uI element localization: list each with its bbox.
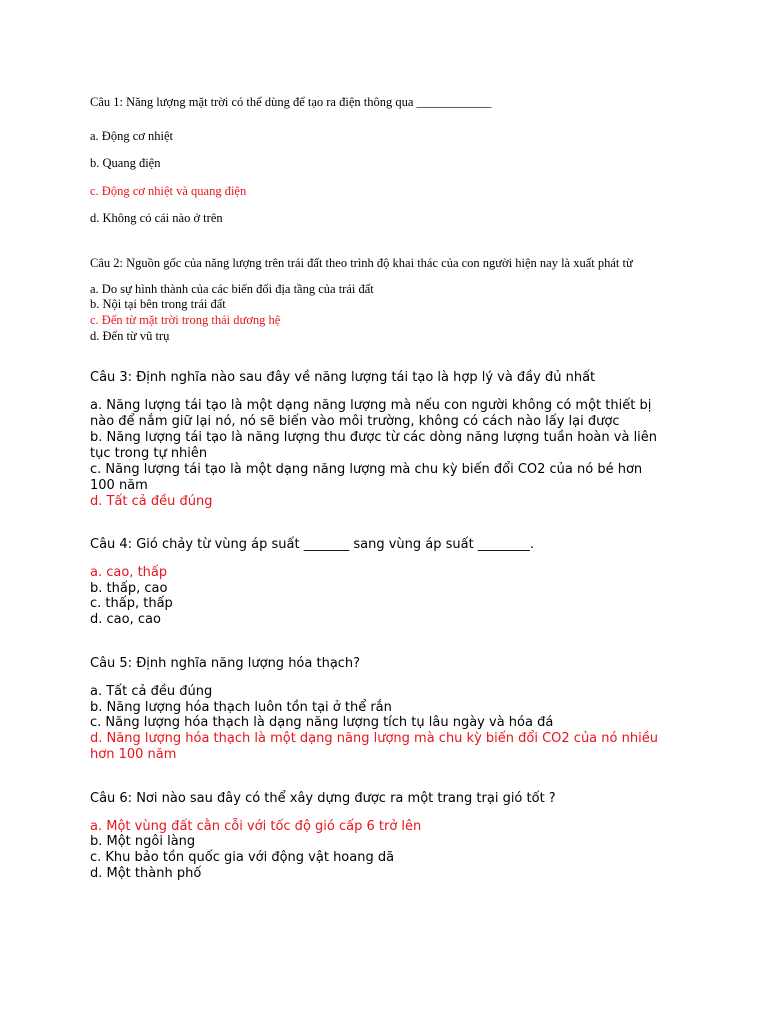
q3-option-a-line1: a. Năng lượng tái tạo là một dạng năng lượng mà nếu con người không có một thiết bị: [90, 398, 652, 413]
q2-option-b: b. Nội tại bên trong trái đất: [90, 297, 226, 311]
q5-option-b: b. Năng lượng hóa thạch luôn tồn tại ở thể rắn: [90, 700, 392, 715]
q3-option-b-line1: b. Năng lượng tái tạo là năng lượng thu được từ các dòng năng lượng tuần hoàn và liên: [90, 430, 658, 445]
q4-question: Câu 4: Gió chảy từ vùng áp suất _______ sang vùng áp suất ________.: [90, 537, 534, 552]
q6-option-a-correct: a. Một vùng đất cằn cỗi với tốc độ gió cấp 6 trở lên: [90, 819, 422, 834]
q6-option-d: d. Một thành phố: [90, 866, 202, 881]
q1-option-d: d. Không có cái nào ở trên: [90, 211, 223, 225]
q4-option-b: b. thấp, cao: [90, 581, 168, 596]
q4-option-a-correct: a. cao, thấp: [90, 565, 168, 580]
q2-option-d: d. Đến từ vũ trụ: [90, 329, 170, 343]
q2-option-c-correct: c. Đến từ mặt trời trong thái dương hệ: [90, 313, 281, 327]
q1-option-b: b. Quang điện: [90, 156, 161, 170]
q4-option-d: d. cao, cao: [90, 612, 161, 627]
q1-option-c-correct: c. Động cơ nhiệt và quang điện: [90, 184, 247, 198]
q3-option-b-line2: tục trong tự nhiên: [90, 446, 208, 461]
q5-option-d-line2-correct: hơn 100 năm: [90, 747, 177, 762]
q1-option-a: a. Động cơ nhiệt: [90, 129, 173, 143]
q4-option-c: c. thấp, thấp: [90, 596, 173, 611]
q5-question: Câu 5: Định nghĩa năng lượng hóa thạch?: [90, 656, 361, 671]
q3-question: Câu 3: Định nghĩa nào sau đây về năng lượng tái tạo là hợp lý và đầy đủ nhất: [90, 370, 596, 385]
q3-option-c-line2: 100 năm: [90, 478, 148, 493]
q1-question: Câu 1: Năng lượng mặt trời có thể dùng để tạo ra điện thông qua ____________: [90, 95, 492, 109]
q5-option-d-line1-correct: d. Năng lượng hóa thạch là một dạng năng lượng mà chu kỳ biến đổi CO2 của nó nhiều: [90, 731, 658, 746]
q5-option-a: a. Tất cả đều đúng: [90, 684, 213, 699]
q3-option-a-line2: nào để nắm giữ lại nó, nó sẽ biến vào môi trường, không có cách nào lấy lại được: [90, 414, 620, 429]
q6-question: Câu 6: Nơi nào sau đây có thể xây dựng được ra một trang trại gió tốt ?: [90, 791, 556, 806]
q6-option-c: c. Khu bảo tồn quốc gia với động vật hoang dã: [90, 850, 395, 865]
q3-option-d-correct: d. Tất cả đều đúng: [90, 494, 213, 509]
q2-option-a: a. Do sự hình thành của các biến đổi địa tầng của trái đất: [90, 282, 374, 296]
q5-option-c: c. Năng lượng hóa thạch là dạng năng lượng tích tụ lâu ngày và hóa đá: [90, 715, 554, 730]
q3-option-c-line1: c. Năng lượng tái tạo là một dạng năng lượng mà chu kỳ biến đổi CO2 của nó bé hơn: [90, 462, 643, 477]
q6-option-b: b. Một ngôi làng: [90, 834, 196, 849]
q2-question: Câu 2: Nguồn gốc của năng lượng trên trái đất theo trình độ khai thác của con người hiện nay là xuất phát từ: [90, 256, 633, 270]
